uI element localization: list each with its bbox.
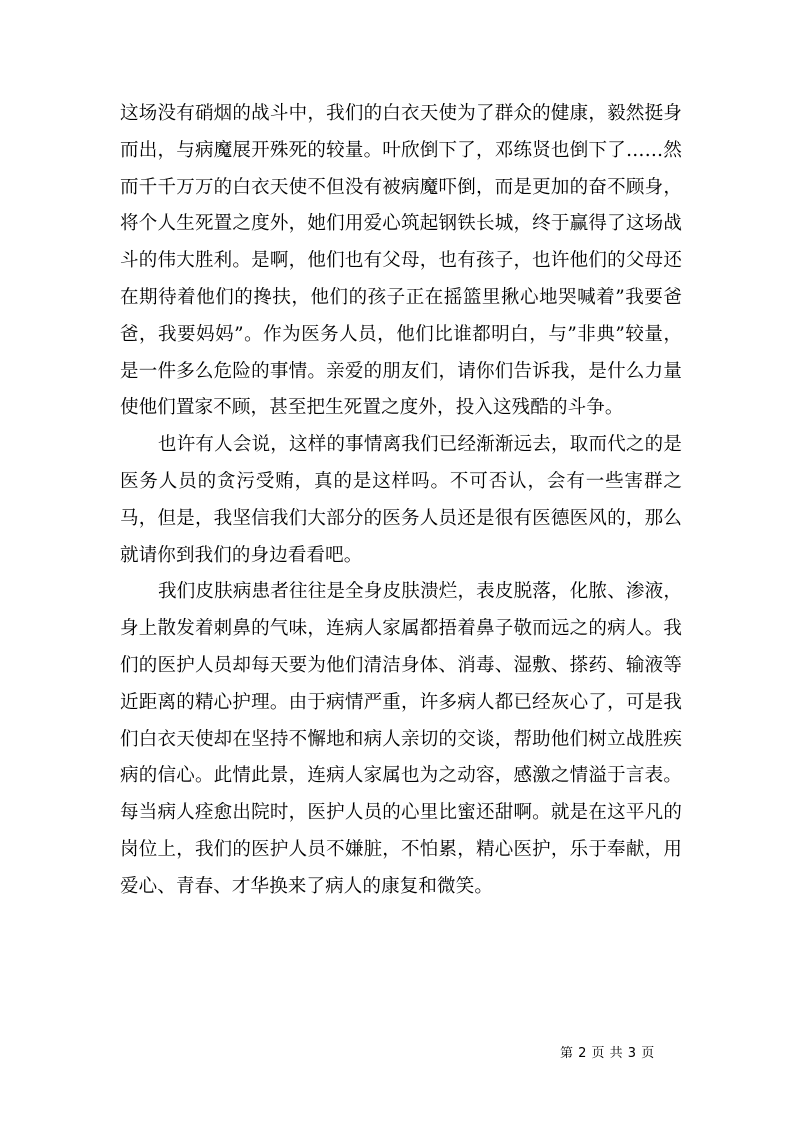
paragraph-3: 我们皮肤病患者往往是全身皮肤溃烂，表皮脱落，化脓、渗液，身上散发着刺鼻的气味，连病人家属都捂着鼻子敬而远之的病人。我们的医护人员却每天要为他们清洁身体、消毒、湿敷、搽药、输液等近距离的精心护理。由于病情严重，许多病人都已经灰心了，可是我们白衣天使却在坚持不懈地和病人亲切的交谈，帮助他们树立战胜疾病的信心。此情此景，连病人家属也为之动容，感激之情溢于言表。每当病人痊愈出院时，医护人员的心里比蜜还甜啊。就是在这平凡的岗位上，我们的医护人员不嫌脏，不怕累，精心医护，乐于奉献，用爱心、青春、才华换来了病人的康复和微笑。 [120,581,682,897]
page-number-footer: 第 2 页 共 3 页 [560,1046,655,1061]
paragraph-2: 也许有人会说，这样的事情离我们已经渐渐远去，取而代之的是医务人员的贪污受贿，真的是这样吗。不可否认，会有一些害群之马，但是，我坚信我们大部分的医务人员还是很有医德医风的，那么就请你到我们的身边看看吧。 [120,434,682,566]
document-body [120,96,682,906]
paragraph-1: 这场没有硝烟的战斗中，我们的白衣天使为了群众的健康，毅然挺身而出，与病魔展开殊死的较量。叶欣倒下了，邓练贤也倒下了……然而千千万万的白衣天使不但没有被病魔吓倒，而是更加的奋不顾身，将个人生死置之度外，她们用爱心筑起钢铁长城，终于赢得了这场战斗的伟大胜利。是啊，他们也有父母，也有孩子，也许他们的父母还在期待着他们的搀扶，他们的孩子正在摇篮里揪心地哭喊着”我要爸爸，我要妈妈”。作为医务人员，他们比谁都明白，与”非典”较量，是一件多么危险的事情。亲爱的朋友们，请你们告诉我，是什么力量使他们置家不顾，甚至把生死置之度外，投入这残酷的斗争。 [120,103,682,419]
